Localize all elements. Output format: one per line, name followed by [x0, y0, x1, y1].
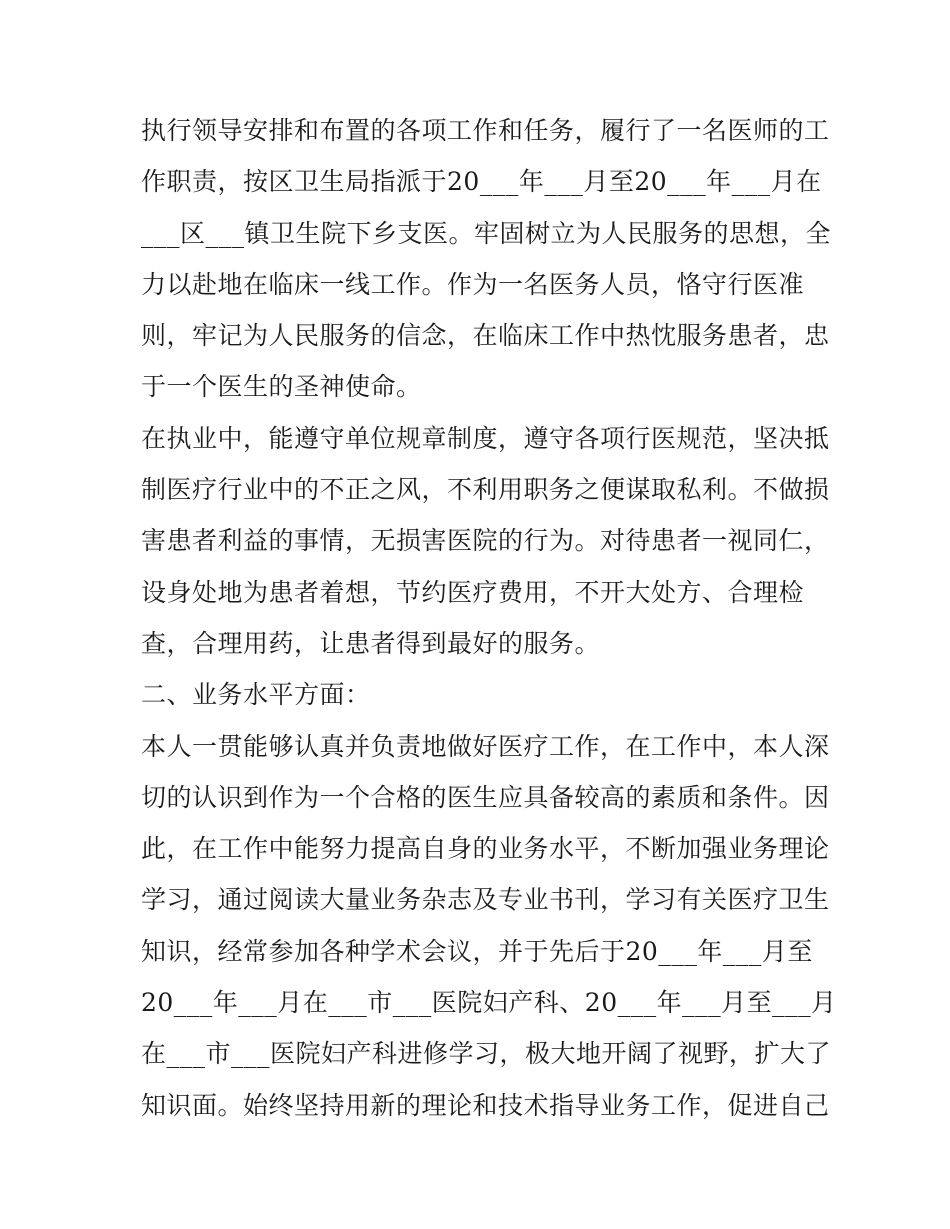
- text-line: 20___年___月在___市___医院妇产科、20___年___月至___月: [141, 988, 837, 1018]
- text-line: 力以赴地在临床一线工作。作为一名医务人员，恪守行医准: [141, 269, 805, 299]
- text-line: 于一个医生的圣神使命。: [141, 372, 422, 402]
- text-line: 此，在工作中能努力提高自身的业务水平，不断加强业务理论: [141, 834, 830, 864]
- text-line: 本人一贯能够认真并负责地做好医疗工作，在工作中，本人深: [141, 731, 830, 761]
- text-line: 制医疗行业中的不正之风，不利用职务之便谋取私利。不做损: [141, 475, 830, 505]
- text-line: 则，牢记为人民服务的信念，在临床工作中热忱服务患者，忠: [141, 321, 830, 351]
- text-line: 在执业中，能遵守单位规章制度，遵守各项行医规范，坚决抵: [141, 423, 830, 453]
- document-body: [141, 105, 837, 1131]
- text-line: 害患者利益的事情，无损害医院的行为。对待患者一视同仁，: [141, 526, 830, 556]
- text-line: 查，合理用药，让患者得到最好的服务。: [141, 628, 601, 658]
- text-line: 执行领导安排和布置的各项工作和任务，履行了一名医师的工: [141, 116, 830, 145]
- text-line: 知识面。始终坚持用新的理论和技术指导业务工作，促进自己: [141, 1090, 830, 1120]
- text-line: 学习，通过阅读大量业务杂志及专业书刊，学习有关医疗卫生: [141, 885, 830, 915]
- text-line: 切的认识到作为一个合格的医生应具备较高的素质和条件。因: [141, 782, 830, 812]
- text-line: 在___市___医院妇产科进修学习，极大地开阔了视野，扩大了: [141, 1039, 832, 1069]
- section-heading: 二、业务水平方面：: [141, 680, 371, 710]
- text-line: 知识，经常参加各种学术会议，并于先后于20___年___月至: [141, 936, 813, 966]
- text-line: 设身处地为患者着想，节约医疗费用，不开大处方、合理检: [141, 577, 805, 607]
- text-line: 作职责，按区卫生局指派于20___年___月至20___年___月在: [141, 167, 822, 197]
- text-line: ___区___镇卫生院下乡支医。牢固树立为人民服务的思想，全: [141, 218, 832, 248]
